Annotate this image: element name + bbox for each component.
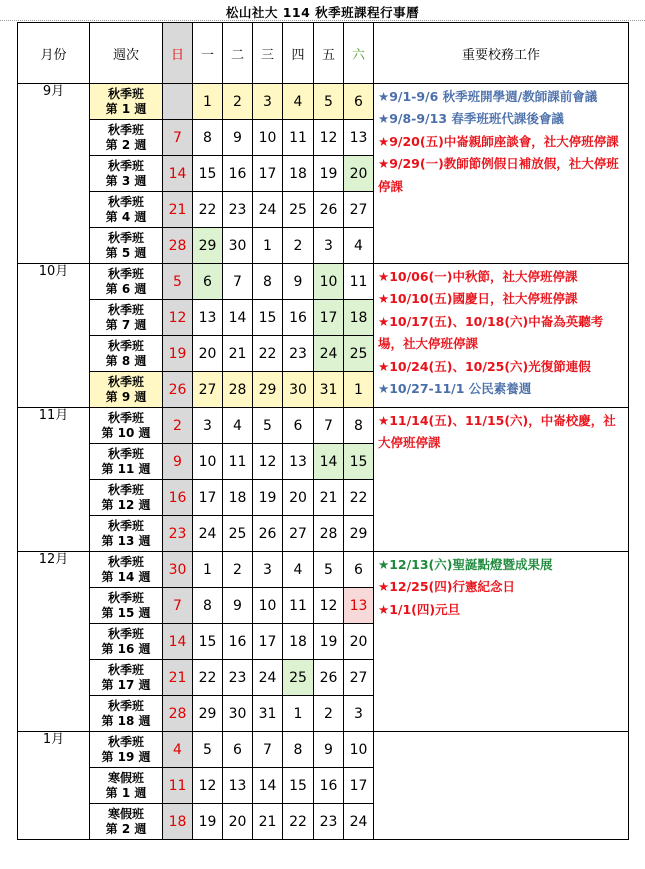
work-note: ★10/27-11/1 公民素養週 — [378, 381, 532, 397]
day-cell-mon: 22 — [193, 660, 223, 696]
day-cell-mon: 1 — [193, 552, 223, 588]
work-notes — [374, 264, 629, 408]
day-cell-mon: 8 — [193, 588, 223, 624]
day-cell-fri: 14 — [314, 444, 344, 480]
day-cell-mon: 3 — [193, 408, 223, 444]
day-cell-fri: 2 — [314, 696, 344, 732]
week-label — [90, 84, 163, 120]
week-label — [90, 444, 163, 480]
month-label: 10月 — [18, 264, 90, 408]
day-cell-fri: 16 — [314, 768, 344, 804]
week-term: 秋季班 — [107, 266, 144, 281]
day-cell-sat: 6 — [344, 552, 374, 588]
day-cell-tue: 30 — [223, 696, 253, 732]
day-cell-sun: 26 — [163, 372, 193, 408]
day-cell-wed: 14 — [253, 768, 283, 804]
day-cell-sat: 20 — [344, 156, 374, 192]
calendar-table — [17, 22, 629, 840]
day-cell-wed: 3 — [253, 84, 283, 120]
day-cell-wed: 5 — [253, 408, 283, 444]
day-cell-sat: 3 — [344, 696, 374, 732]
week-number: 第 6 週 — [105, 281, 147, 296]
week-number: 第 4 週 — [105, 209, 147, 224]
day-cell-sat: 10 — [344, 732, 374, 768]
header-month: 月份 — [18, 23, 90, 84]
week-number: 第 16 週 — [101, 641, 151, 656]
day-cell-sat: 29 — [344, 516, 374, 552]
header-week: 週次 — [90, 23, 163, 84]
day-cell-mon: 19 — [193, 804, 223, 840]
week-label — [90, 768, 163, 804]
day-cell-wed: 31 — [253, 696, 283, 732]
day-cell-thu: 1 — [283, 696, 314, 732]
work-notes — [374, 732, 629, 840]
week-term: 秋季班 — [107, 122, 144, 137]
day-cell-tue: 20 — [223, 804, 253, 840]
day-cell-wed: 3 — [253, 552, 283, 588]
day-cell-sat: 6 — [344, 84, 374, 120]
month-label: 1月 — [18, 732, 90, 840]
header-work: 重要校務工作 — [374, 23, 629, 84]
week-number: 第 18 週 — [101, 713, 151, 728]
work-note: ★1/1(四)元旦 — [378, 601, 461, 617]
day-cell-thu: 27 — [283, 516, 314, 552]
day-cell-sun: 7 — [163, 588, 193, 624]
day-cell-mon: 29 — [193, 228, 223, 264]
work-note: ★9/1-9/6 秋季班開學週/教師課前會議 — [378, 89, 598, 104]
day-cell-sat: 27 — [344, 192, 374, 228]
week-term: 秋季班 — [107, 590, 144, 605]
day-cell-wed: 26 — [253, 516, 283, 552]
week-term: 秋季班 — [107, 86, 144, 101]
day-cell-fri: 5 — [314, 552, 344, 588]
month-label: 11月 — [18, 408, 90, 552]
day-cell-fri: 17 — [314, 300, 344, 336]
day-cell-wed: 29 — [253, 372, 283, 408]
day-cell-mon: 15 — [193, 156, 223, 192]
day-cell-thu: 25 — [283, 660, 314, 696]
day-cell-wed: 7 — [253, 732, 283, 768]
day-cell-thu: 15 — [283, 768, 314, 804]
day-cell-sat: 18 — [344, 300, 374, 336]
week-row — [18, 552, 629, 588]
week-label — [90, 120, 163, 156]
day-cell-sat: 27 — [344, 660, 374, 696]
week-term: 秋季班 — [107, 158, 144, 173]
week-label — [90, 804, 163, 840]
week-term: 秋季班 — [107, 302, 144, 317]
day-cell-sun: 18 — [163, 804, 193, 840]
day-cell-tue: 6 — [223, 732, 253, 768]
day-cell-mon: 10 — [193, 444, 223, 480]
day-cell-mon: 8 — [193, 120, 223, 156]
day-cell-thu: 20 — [283, 480, 314, 516]
week-number: 第 2 週 — [105, 137, 147, 152]
day-cell-thu: 23 — [283, 336, 314, 372]
day-cell-wed: 24 — [253, 660, 283, 696]
day-cell-tue: 28 — [223, 372, 253, 408]
day-cell-fri: 19 — [314, 156, 344, 192]
day-cell-sun: 7 — [163, 120, 193, 156]
day-cell-mon: 1 — [193, 84, 223, 120]
week-label — [90, 228, 163, 264]
week-label — [90, 660, 163, 696]
day-cell-sat: 20 — [344, 624, 374, 660]
week-number: 第 14 週 — [101, 569, 151, 584]
day-cell-thu: 22 — [283, 804, 314, 840]
week-label — [90, 696, 163, 732]
day-cell-sun: 5 — [163, 264, 193, 300]
day-cell-fri: 12 — [314, 120, 344, 156]
week-row — [18, 264, 629, 300]
day-cell-sun: 30 — [163, 552, 193, 588]
day-cell-tue: 14 — [223, 300, 253, 336]
day-cell-thu: 18 — [283, 624, 314, 660]
day-cell-mon: 12 — [193, 768, 223, 804]
day-cell-fri: 10 — [314, 264, 344, 300]
week-label — [90, 156, 163, 192]
top-divider — [0, 20, 645, 21]
week-label — [90, 336, 163, 372]
day-cell-tue: 9 — [223, 120, 253, 156]
day-cell-thu: 8 — [283, 732, 314, 768]
day-cell-tue: 16 — [223, 624, 253, 660]
day-cell-sun: 28 — [163, 696, 193, 732]
day-cell-fri: 21 — [314, 480, 344, 516]
week-term: 秋季班 — [107, 518, 144, 533]
week-number: 第 7 週 — [105, 317, 147, 332]
week-label — [90, 552, 163, 588]
day-cell-sun: 28 — [163, 228, 193, 264]
day-cell-fri: 26 — [314, 660, 344, 696]
week-term: 秋季班 — [107, 554, 144, 569]
week-term: 秋季班 — [107, 338, 144, 353]
day-cell-mon: 13 — [193, 300, 223, 336]
week-number: 第 19 週 — [101, 749, 151, 764]
day-cell-sun: 19 — [163, 336, 193, 372]
week-term: 秋季班 — [107, 410, 144, 425]
day-cell-sat: 24 — [344, 804, 374, 840]
week-label — [90, 516, 163, 552]
day-cell-wed: 24 — [253, 192, 283, 228]
day-cell-thu: 6 — [283, 408, 314, 444]
day-cell-sun: 9 — [163, 444, 193, 480]
week-number: 第 13 週 — [101, 533, 151, 548]
work-note: ★9/8-9/13 春季班班代課後會議 — [378, 111, 564, 127]
day-cell-mon: 22 — [193, 192, 223, 228]
day-cell-thu: 11 — [283, 588, 314, 624]
week-label — [90, 300, 163, 336]
work-notes — [374, 408, 629, 552]
day-cell-sat: 1 — [344, 372, 374, 408]
day-cell-wed: 8 — [253, 264, 283, 300]
week-label — [90, 408, 163, 444]
week-term: 秋季班 — [107, 374, 144, 389]
day-cell-thu: 18 — [283, 156, 314, 192]
work-notes — [374, 84, 629, 264]
week-label — [90, 264, 163, 300]
week-term: 秋季班 — [107, 482, 144, 497]
day-cell-thu: 25 — [283, 192, 314, 228]
day-cell-sat: 25 — [344, 336, 374, 372]
day-cell-fri: 28 — [314, 516, 344, 552]
day-cell-thu: 11 — [283, 120, 314, 156]
day-cell-mon: 24 — [193, 516, 223, 552]
week-number: 第 15 週 — [101, 605, 151, 620]
day-cell-tue: 21 — [223, 336, 253, 372]
week-number: 第 1 週 — [105, 785, 147, 800]
week-row — [18, 732, 629, 768]
week-label — [90, 480, 163, 516]
day-cell-fri: 3 — [314, 228, 344, 264]
day-cell-thu: 13 — [283, 444, 314, 480]
day-cell-tue: 4 — [223, 408, 253, 444]
header-row — [18, 23, 629, 84]
day-cell-fri: 24 — [314, 336, 344, 372]
week-term: 秋季班 — [107, 662, 144, 677]
day-cell-sat: 17 — [344, 768, 374, 804]
day-cell-wed: 15 — [253, 300, 283, 336]
day-cell-wed: 12 — [253, 444, 283, 480]
day-cell-sun: 11 — [163, 768, 193, 804]
week-term: 秋季班 — [107, 698, 144, 713]
week-number: 第 3 週 — [105, 173, 147, 188]
day-cell-tue: 13 — [223, 768, 253, 804]
day-cell-thu: 16 — [283, 300, 314, 336]
header-sunday: 日 — [163, 23, 193, 84]
work-note: ★12/13(六)聖誕點燈暨成果展 — [378, 557, 553, 572]
week-number: 第 17 週 — [101, 677, 151, 692]
day-cell-tue: 23 — [223, 192, 253, 228]
week-number: 第 9 週 — [105, 389, 147, 404]
page-title: 松山社大 114 秋季班課程行事曆 — [225, 5, 420, 20]
day-cell-tue: 11 — [223, 444, 253, 480]
week-label — [90, 588, 163, 624]
week-label — [90, 372, 163, 408]
header-friday: 五 — [314, 23, 344, 84]
work-note: ★10/10(五)國慶日，社大停班停課 — [378, 291, 578, 307]
week-term: 秋季班 — [107, 734, 144, 749]
week-row — [18, 408, 629, 444]
day-cell-wed: 10 — [253, 588, 283, 624]
day-cell-sun: 16 — [163, 480, 193, 516]
header-tuesday: 二 — [223, 23, 253, 84]
week-number: 第 11 週 — [101, 461, 151, 476]
day-cell-wed: 17 — [253, 624, 283, 660]
week-number: 第 10 週 — [101, 425, 151, 440]
day-cell-sun: 14 — [163, 624, 193, 660]
day-cell-sun: 2 — [163, 408, 193, 444]
day-cell-sun — [163, 84, 193, 120]
day-cell-fri: 31 — [314, 372, 344, 408]
week-label — [90, 732, 163, 768]
week-number: 第 1 週 — [105, 101, 147, 116]
work-note: ★10/17(五)、10/18(六)中崙為英聽考場，社大停班停課 — [378, 313, 604, 352]
day-cell-tue: 18 — [223, 480, 253, 516]
day-cell-mon: 5 — [193, 732, 223, 768]
month-label: 12月 — [18, 552, 90, 732]
week-term: 秋季班 — [107, 230, 144, 245]
week-term: 寒假班 — [107, 806, 144, 821]
day-cell-thu: 30 — [283, 372, 314, 408]
week-label — [90, 192, 163, 228]
day-cell-wed: 10 — [253, 120, 283, 156]
week-term: 秋季班 — [107, 446, 144, 461]
day-cell-tue: 2 — [223, 84, 253, 120]
day-cell-sat: 4 — [344, 228, 374, 264]
week-number: 第 2 週 — [105, 821, 147, 836]
day-cell-fri: 7 — [314, 408, 344, 444]
day-cell-sun: 14 — [163, 156, 193, 192]
header-saturday: 六 — [344, 23, 374, 84]
day-cell-thu: 4 — [283, 552, 314, 588]
work-note: ★10/24(五)、10/25(六)光復節連假 — [378, 358, 591, 374]
day-cell-sun: 4 — [163, 732, 193, 768]
day-cell-tue: 25 — [223, 516, 253, 552]
day-cell-fri: 23 — [314, 804, 344, 840]
calendar-body — [18, 84, 629, 840]
day-cell-tue: 30 — [223, 228, 253, 264]
day-cell-tue: 23 — [223, 660, 253, 696]
header-thursday: 四 — [283, 23, 314, 84]
day-cell-sat: 11 — [344, 264, 374, 300]
day-cell-fri: 12 — [314, 588, 344, 624]
work-note: ★11/14(五)、11/15(六)，中崙校慶，社大停班停課 — [378, 413, 616, 451]
week-number: 第 8 週 — [105, 353, 147, 368]
work-note: ★9/20(五)中崙親師座談會，社大停班停課 — [378, 133, 619, 149]
header-wednesday: 三 — [253, 23, 283, 84]
month-label: 9月 — [18, 84, 90, 264]
day-cell-mon: 27 — [193, 372, 223, 408]
day-cell-sat: 15 — [344, 444, 374, 480]
day-cell-mon: 20 — [193, 336, 223, 372]
day-cell-sat: 22 — [344, 480, 374, 516]
day-cell-mon: 17 — [193, 480, 223, 516]
day-cell-sun: 21 — [163, 192, 193, 228]
day-cell-tue: 9 — [223, 588, 253, 624]
day-cell-wed: 21 — [253, 804, 283, 840]
header-monday: 一 — [193, 23, 223, 84]
work-notes — [374, 552, 629, 732]
week-term: 秋季班 — [107, 626, 144, 641]
day-cell-sun: 12 — [163, 300, 193, 336]
day-cell-sat: 8 — [344, 408, 374, 444]
day-cell-thu: 9 — [283, 264, 314, 300]
day-cell-sun: 23 — [163, 516, 193, 552]
week-term: 寒假班 — [107, 770, 144, 785]
week-row — [18, 84, 629, 120]
day-cell-tue: 7 — [223, 264, 253, 300]
day-cell-sat: 13 — [344, 588, 374, 624]
day-cell-wed: 19 — [253, 480, 283, 516]
day-cell-thu: 4 — [283, 84, 314, 120]
day-cell-fri: 5 — [314, 84, 344, 120]
day-cell-fri: 9 — [314, 732, 344, 768]
day-cell-mon: 29 — [193, 696, 223, 732]
day-cell-wed: 22 — [253, 336, 283, 372]
day-cell-tue: 16 — [223, 156, 253, 192]
week-number: 第 12 週 — [101, 497, 151, 512]
day-cell-sun: 21 — [163, 660, 193, 696]
week-number: 第 5 週 — [105, 245, 147, 260]
day-cell-wed: 1 — [253, 228, 283, 264]
day-cell-fri: 26 — [314, 192, 344, 228]
week-label — [90, 624, 163, 660]
day-cell-sat: 13 — [344, 120, 374, 156]
day-cell-tue: 2 — [223, 552, 253, 588]
day-cell-wed: 17 — [253, 156, 283, 192]
work-note: ★12/25(四)行憲紀念日 — [378, 579, 515, 595]
work-note: ★9/29(一)教師節例假日補放假，社大停班停課 — [378, 156, 619, 194]
day-cell-thu: 2 — [283, 228, 314, 264]
day-cell-mon: 6 — [193, 264, 223, 300]
work-note: ★10/06(一)中秋節，社大停班停課 — [378, 269, 578, 284]
day-cell-mon: 15 — [193, 624, 223, 660]
day-cell-fri: 19 — [314, 624, 344, 660]
week-term: 秋季班 — [107, 194, 144, 209]
